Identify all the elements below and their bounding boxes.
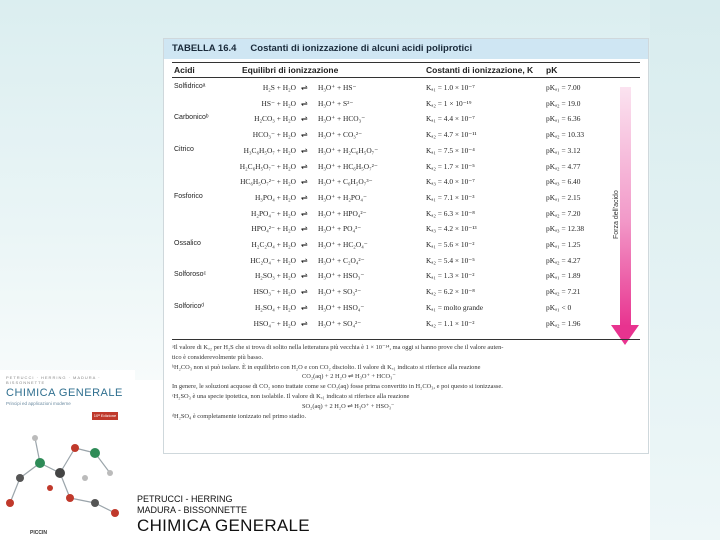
pk-value: pKₐ₂ = 7.20 — [546, 208, 581, 218]
products: H₃O⁺ + HSO₃⁻ — [318, 271, 365, 281]
col-equilibria: Equilibri di ionizzazione — [242, 65, 339, 75]
pk-value: pKₐ₂ = 7.21 — [546, 287, 581, 297]
reactants: HSO₃⁻ + H₂O — [253, 287, 296, 297]
reactants: H₂S + H₂O — [262, 83, 296, 92]
products: H₃O⁺ + SO₃²⁻ — [318, 287, 362, 297]
table-row — [164, 240, 648, 255]
table-row — [164, 209, 648, 224]
rule-bottom — [172, 339, 640, 340]
acid-name: Citrico — [174, 145, 194, 153]
acid-name: Solfidricoᵃ — [174, 83, 206, 90]
ionization-constant: Kₐ₂ = 5.4 × 10⁻⁵ — [426, 255, 475, 265]
table-caption: Costanti di ionizzazione di alcuni acidi poliprotici — [250, 43, 473, 54]
ionization-constant: Kₐ₁ = molto grande — [426, 302, 483, 312]
note-line: ᵃIl valore di Kₐ₂ per H₂S che si trova di solito nella letteratura più vecchia è 1 × 10⁻¹⁴, ma oggi si hanno prove che il valore auten- — [172, 344, 504, 351]
ionization-constant: Kₐ₁ = 5.6 × 10⁻² — [426, 240, 475, 249]
equilibrium-arrow-icon: ⇌ — [301, 302, 307, 312]
rule-head — [172, 77, 640, 78]
equilibrium-arrow-icon: ⇌ — [301, 224, 307, 234]
note-line: ᵈH₂SO₄ è completamente ionizzato nel primo stadio. — [172, 412, 307, 420]
products: H₃O⁺ + S²⁻ — [318, 98, 354, 108]
rule-top — [172, 62, 640, 63]
reactants: HSO₄⁻ + H₂O — [253, 318, 296, 328]
col-acid: Acidi — [174, 65, 195, 75]
col-pk: pK — [546, 65, 558, 75]
cover-title: CHIMICA GENERALE — [6, 387, 123, 399]
products: H₃O⁺ + SO₄²⁻ — [318, 318, 362, 328]
table-number: TABELLA 16.4 — [172, 43, 237, 54]
pk-value: pKₐ₂ = 19.0 — [546, 98, 581, 108]
table-notes — [172, 343, 642, 421]
reactants: H₂SO₄ + H₂O — [254, 302, 296, 312]
ionization-table — [163, 38, 649, 454]
products: H₃O⁺ + HC₆H₅O₇²⁻ — [318, 161, 378, 171]
products: H₃O⁺ + C₆H₅O₇³⁻ — [318, 177, 373, 187]
products: H₃O⁺ + CO₃²⁻ — [318, 130, 362, 140]
ionization-constant: Kₐ₂ = 6.3 × 10⁻⁸ — [426, 208, 475, 218]
equilibrium-arrow-icon: ⇌ — [301, 83, 307, 92]
pk-value: pKₐ₁ < 0 — [546, 302, 572, 312]
book-authors-line2: MADURA - BISSONNETTE — [137, 505, 248, 515]
table-header-bar — [164, 39, 648, 59]
equilibrium-arrow-icon: ⇌ — [301, 240, 307, 249]
table-row — [164, 83, 648, 98]
note-equation: CO₂(aq) + 2 H₂O ⇌ H₃O⁺ + HCO₃⁻ — [302, 373, 396, 381]
cover-authors: PETRUCCI · HERRING · MADURA · BISSONNETTE — [6, 375, 101, 385]
note-line: In genere, le soluzioni acquose di CO₂ sono trattate come se CO₂(aq) fosse prima convertito in H₂CO₃, e poi questo si ionizzasse. — [172, 383, 503, 391]
table-row — [164, 177, 648, 192]
book-authors — [137, 494, 247, 516]
table-row — [164, 193, 648, 208]
equilibrium-arrow-icon: ⇌ — [301, 161, 307, 171]
acid-name: Solforosoᶜ — [174, 271, 207, 279]
acid-strength-arrow — [620, 87, 631, 327]
note-equation: SO₂(aq) + 2 H₂O ⇌ H₃O⁺ + HSO₃⁻ — [302, 402, 395, 410]
pk-value: pKₐ₁ = 1.25 — [546, 240, 581, 249]
reactants: H₂PO₄⁻ + H₂O — [251, 208, 296, 218]
ionization-constant: Kₐ₂ = 1.1 × 10⁻² — [426, 318, 475, 328]
products: H₃O⁺ + HPO₄²⁻ — [318, 208, 367, 218]
products: H₃O⁺ + HSO₄⁻ — [318, 302, 365, 312]
products: H₃O⁺ + HC₂O₄⁻ — [318, 240, 368, 249]
equilibrium-arrow-icon: ⇌ — [301, 98, 307, 108]
reactants: HC₆H₅O₇²⁻ + H₂O — [240, 177, 296, 187]
equilibrium-arrow-icon: ⇌ — [301, 318, 307, 328]
table-row — [164, 146, 648, 161]
reactants: H₂C₂O₄ + H₂O — [251, 240, 296, 249]
equilibrium-arrow-icon: ⇌ — [301, 114, 307, 124]
pk-value: pKₐ₂ = 1.96 — [546, 318, 581, 328]
reactants: H₃PO₄ + H₂O — [254, 192, 296, 202]
note-line: ᵇH₂CO₃ non si può isolare. È in equilibrio con H₂O e con CO₂ disciolto. Il valore di Kₐ₁ indicato si riferisce alla reazione — [172, 363, 481, 371]
pk-value: pKₐ₃ = 12.38 — [546, 224, 585, 234]
ionization-constant: Kₐ₃ = 4.0 × 10⁻⁷ — [426, 177, 475, 187]
pk-value: pKₐ₃ = 6.40 — [546, 177, 581, 187]
pk-value: pKₐ₁ = 1.89 — [546, 271, 581, 281]
pk-value: pKₐ₂ = 4.27 — [546, 255, 581, 265]
acid-strength-arrowhead — [611, 325, 639, 345]
table-row — [164, 319, 648, 334]
note-line: tico è considerevolmente più basso. — [172, 353, 264, 361]
reactants: H₂CO₃ + H₂O — [254, 114, 296, 124]
products: H₃O⁺ + HCO₃⁻ — [318, 114, 366, 124]
products: H₃O⁺ + H₂C₆H₅O₇⁻ — [318, 145, 379, 155]
ionization-constant: Kₐ₂ = 6.2 × 10⁻⁸ — [426, 287, 475, 297]
table-row — [164, 162, 648, 177]
products: H₃O⁺ + HS⁻ — [318, 83, 357, 92]
reactants: HPO₄²⁻ + H₂O — [251, 224, 296, 234]
reactants: H₃C₆H₅O₇ + H₂O — [243, 145, 296, 155]
ionization-constant: Kₐ₂ = 1 × 10⁻¹⁹ — [426, 98, 472, 108]
acid-strength-label: Forza dell'acido — [613, 190, 620, 239]
ionization-constant: Kₐ₁ = 1.3 × 10⁻² — [426, 271, 475, 281]
cover-publisher: PICCIN — [30, 530, 47, 536]
pk-value: pKₐ₁ = 2.15 — [546, 192, 581, 202]
ionization-constant: Kₐ₂ = 4.7 × 10⁻¹¹ — [426, 130, 477, 140]
equilibrium-arrow-icon: ⇌ — [301, 145, 307, 155]
ionization-constant: Kₐ₂ = 1.7 × 10⁻⁵ — [426, 161, 475, 171]
table-row — [164, 256, 648, 271]
reactants: H₂C₆H₅O₇⁻ + H₂O — [239, 161, 296, 171]
table-row — [164, 224, 648, 239]
reactants: H₂SO₃ + H₂O — [254, 271, 296, 281]
equilibrium-arrow-icon: ⇌ — [301, 177, 307, 187]
acid-name: Carbonicoᵇ — [174, 114, 209, 122]
col-constants: Costanti di ionizzazione, K — [426, 65, 534, 75]
pk-value: pKₐ₂ = 10.33 — [546, 130, 585, 140]
equilibrium-arrow-icon: ⇌ — [301, 192, 307, 202]
pk-value: pKₐ₁ = 3.12 — [546, 145, 581, 155]
cover-subtitle: Principi ed applicazioni moderne — [6, 401, 71, 406]
acid-name: Solforicoᵈ — [174, 302, 204, 310]
table-row — [164, 271, 648, 286]
reactants: HS⁻ + H₂O — [261, 98, 296, 108]
products: H₃O⁺ + H₂PO₄⁻ — [318, 192, 367, 202]
book-authors-line1: PETRUCCI - HERRING — [137, 494, 233, 504]
reactants: HCO₃⁻ + H₂O — [252, 130, 296, 140]
ionization-constant: Kₐ₁ = 7.5 × 10⁻⁴ — [426, 145, 475, 155]
ionization-constant: Kₐ₃ = 4.2 × 10⁻¹³ — [426, 224, 477, 234]
note-line: ᶜH₂SO₃ è una specie ipotetica, non isolabile. Il valore di Kₐ₁ indicato si riferisce alla reazione — [172, 392, 410, 400]
book-cover — [0, 370, 135, 540]
table-row — [164, 99, 648, 114]
table-row — [164, 303, 648, 318]
acid-name: Ossalico — [174, 240, 201, 247]
table-row — [164, 114, 648, 129]
book-title: CHIMICA GENERALE — [137, 516, 310, 535]
ionization-constant: Kₐ₁ = 4.4 × 10⁻⁷ — [426, 114, 475, 124]
equilibrium-arrow-icon: ⇌ — [301, 271, 307, 281]
ionization-constant: Kₐ₁ = 1.0 × 10⁻⁷ — [426, 83, 475, 92]
products: H₃O⁺ + C₂O₄²⁻ — [318, 255, 365, 265]
products: H₃O⁺ + PO₄³⁻ — [318, 224, 362, 234]
table-row — [164, 287, 648, 302]
ionization-constant: Kₐ₁ = 7.1 × 10⁻³ — [426, 192, 475, 202]
table-row — [164, 130, 648, 145]
molecule-illustration — [0, 418, 135, 528]
cover-edition-badge: 10ª Edizione — [93, 413, 117, 418]
reactants: HC₂O₄⁻ + H₂O — [250, 255, 296, 265]
pk-value: pKₐ₁ = 7.00 — [546, 83, 581, 92]
background-right — [650, 0, 720, 540]
equilibrium-arrow-icon: ⇌ — [301, 208, 307, 218]
equilibrium-arrow-icon: ⇌ — [301, 130, 307, 140]
pk-value: pKₐ₁ = 6.36 — [546, 114, 581, 124]
equilibrium-arrow-icon: ⇌ — [301, 287, 307, 297]
pk-value: pKₐ₂ = 4.77 — [546, 161, 581, 171]
equilibrium-arrow-icon: ⇌ — [301, 255, 307, 265]
acid-name: Fosforico — [174, 192, 203, 200]
